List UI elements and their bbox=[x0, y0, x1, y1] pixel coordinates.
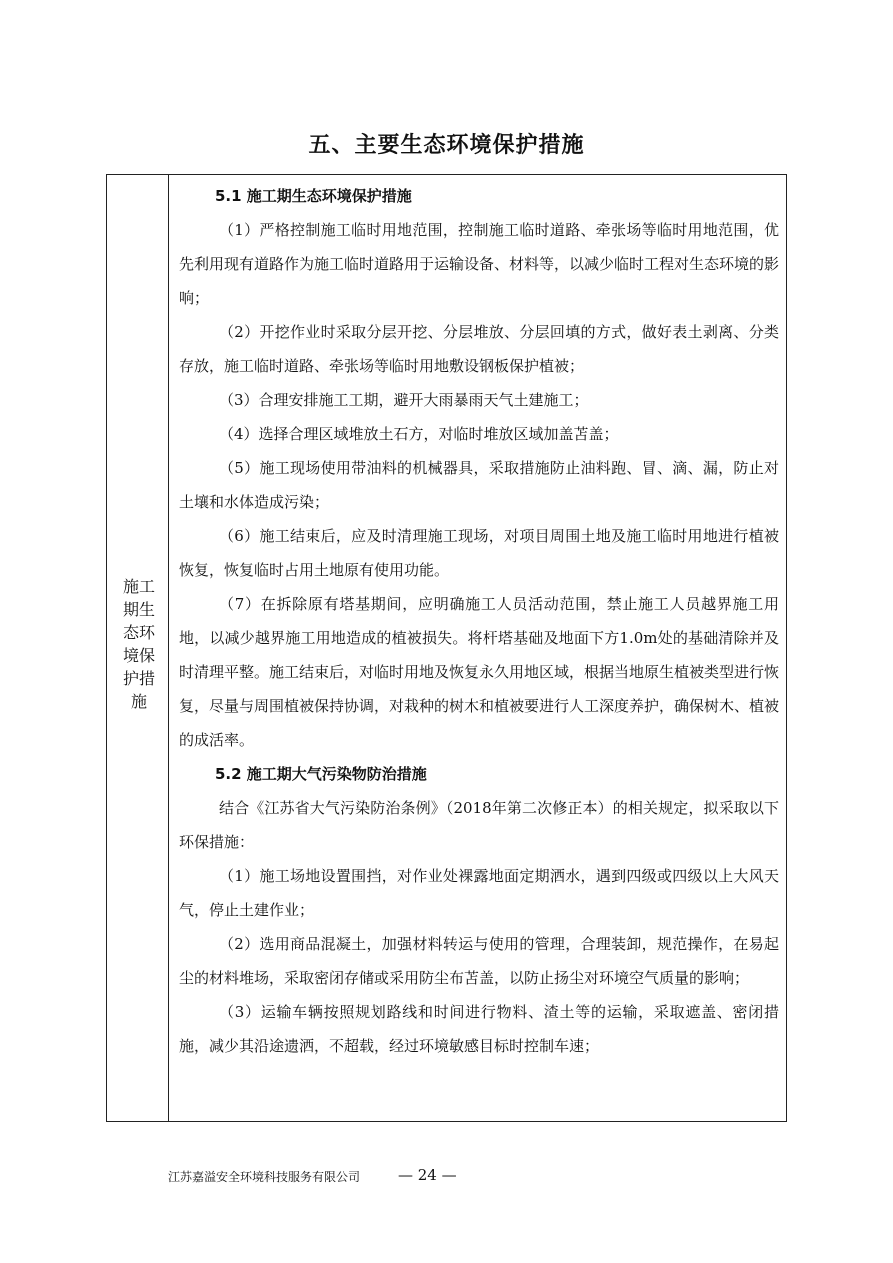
category-label: 施工期生态环境保护措施 bbox=[122, 577, 155, 711]
paragraph: （1）施工场地设置围挡，对作业处裸露地面定期洒水，遇到四级或四级以上大风天气，停止土建作业； bbox=[179, 867, 779, 919]
category-column bbox=[107, 175, 169, 1121]
paragraph: （2）选用商品混凝土，加强材料转运与使用的管理，合理装卸，规范操作，在易起尘的材料堆场，采取密闭存储或采用防尘布苫盖，以防止扬尘对环境空气质量的影响； bbox=[179, 935, 779, 987]
measures-content bbox=[179, 179, 779, 1063]
paragraph: （6）施工结束后，应及时清理施工现场，对项目周围土地及施工临时用地进行植被恢复，恢复临时占用土地原有使用功能。 bbox=[179, 527, 779, 579]
measures-table bbox=[106, 174, 787, 1122]
page-number: — 24 — bbox=[398, 1166, 457, 1184]
paragraph: （4）选择合理区域堆放土石方，对临时堆放区域加盖苫盖； bbox=[219, 425, 619, 443]
paragraph: （1）严格控制施工临时用地范围，控制施工临时道路、牵张场等临时用地范围，优先利用现有道路作为施工临时道路用于运输设备、材料等，以减少临时工程对生态环境的影响； bbox=[179, 221, 780, 307]
section-heading-5-2: 5.2 施工期大气污染物防治措施 bbox=[215, 765, 427, 783]
page-footer bbox=[0, 1168, 893, 1190]
paragraph: （7）在拆除原有塔基期间，应明确施工人员活动范围，禁止施工人员越界施工用地，以减少越界施工用地造成的植被损失。将杆塔基础及地面下方1.0m处的基础清除并及时清理平整。施工结束后，对临时用地及恢复永久用地区域，根据当地原生植被类型进行恢复，尽量与周围植被保持协调，对栽种的树木和植被要进行人工深度养护，确保树木、植被的成活率。 bbox=[179, 595, 780, 749]
paragraph: （2）开挖作业时采取分层开挖、分层堆放、分层回填的方式，做好表土剥离、分类存放，施工临时道路、牵张场等临时用地敷设钢板保护植被； bbox=[179, 323, 779, 375]
section-heading-5-1: 5.1 施工期生态环境保护措施 bbox=[215, 187, 412, 205]
company-name: 江苏嘉溢安全环境科技服务有限公司 bbox=[168, 1170, 361, 1184]
paragraph: （5）施工现场使用带油料的机械器具，采取措施防止油料跑、冒、滴、漏，防止对土壤和水体造成污染； bbox=[179, 459, 779, 511]
page-title: 五、主要生态环境保护措施 bbox=[308, 133, 585, 158]
paragraph: （3）合理安排施工工期，避开大雨暴雨天气土建施工； bbox=[219, 391, 589, 409]
paragraph: 结合《江苏省大气污染防治条例》（2018年第二次修正本）的相关规定，拟采取以下环保措施： bbox=[179, 799, 779, 851]
paragraph: （3）运输车辆按照规划路线和时间进行物料、渣土等的运输，采取遮盖、密闭措施，减少其沿途遗洒，不超载，经过环境敏感目标时控制车速； bbox=[179, 1003, 779, 1055]
